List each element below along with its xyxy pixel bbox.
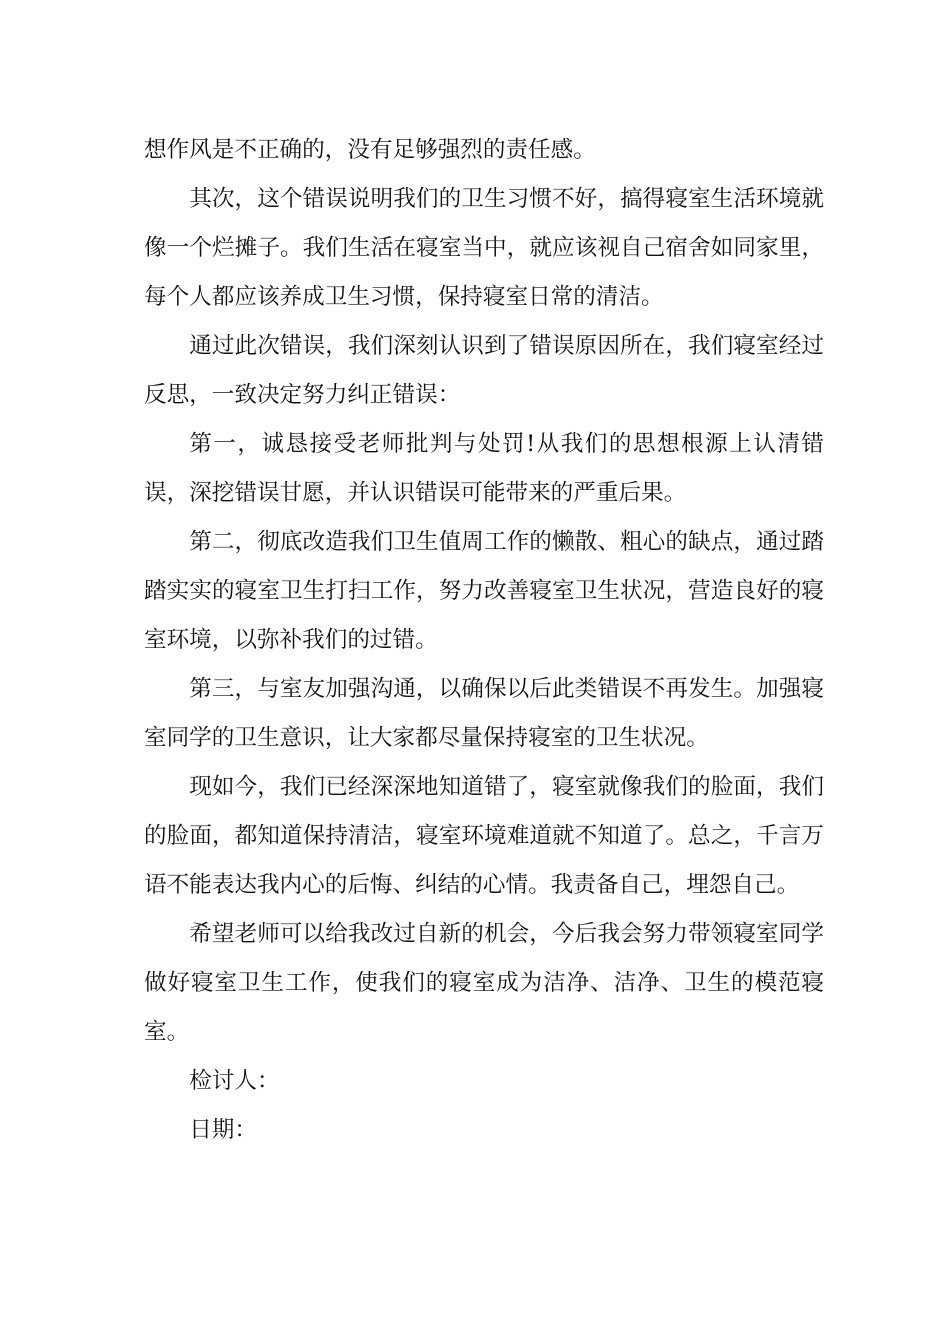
paragraph-reflection: 通过此次错误，我们深刻认识到了错误原因所在，我们寝室经过反思，一致决定努力纠正错误： [144, 333, 824, 408]
signature-author-label: 检讨人： [189, 1068, 280, 1094]
paragraph-continuation: 想作风是不正确的，没有足够强烈的责任感。 [144, 137, 596, 163]
paragraph-hope: 希望老师可以给我改过自新的机会，今后我会努力带领寝室同学做好寝室卫生工作，使我们的寝室成为洁净、洁净、卫生的模范寝室。 [144, 921, 824, 1045]
paragraph-second-point: 第二，彻底改造我们卫生值周工作的懒散、粗心的缺点，通过踏踏实实的寝室卫生打扫工作，努力改善寝室卫生状况，营造良好的寝室环境，以弥补我们的过错。 [144, 529, 824, 653]
document-page [144, 126, 824, 1155]
paragraph-first-point: 第一，诚恳接受老师批判与处罚!从我们的思想根源上认清错误，深挖错误甘愿，并认识错误可能带来的严重后果。 [144, 431, 824, 506]
paragraph-remorse: 现如今，我们已经深深地知道错了，寝室就像我们的脸面，我们的脸面，都知道保持清洁，寝室环境难道就不知道了。总之，千言万语不能表达我内心的后悔、纠结的心情。我责备自己，埋怨自己。 [144, 774, 824, 898]
signature-date-label: 日期： [189, 1117, 257, 1143]
paragraph-third-point: 第三，与室友加强沟通，以确保以后此类错误不再发生。加强寝室同学的卫生意识，让大家都尽量保持寝室的卫生状况。 [144, 676, 824, 751]
paragraph-hygiene-habits: 其次，这个错误说明我们的卫生习惯不好，搞得寝室生活环境就像一个烂摊子。我们生活在寝室当中，就应该视自己宿舍如同家里，每个人都应该养成卫生习惯，保持寝室日常的清洁。 [144, 186, 824, 310]
